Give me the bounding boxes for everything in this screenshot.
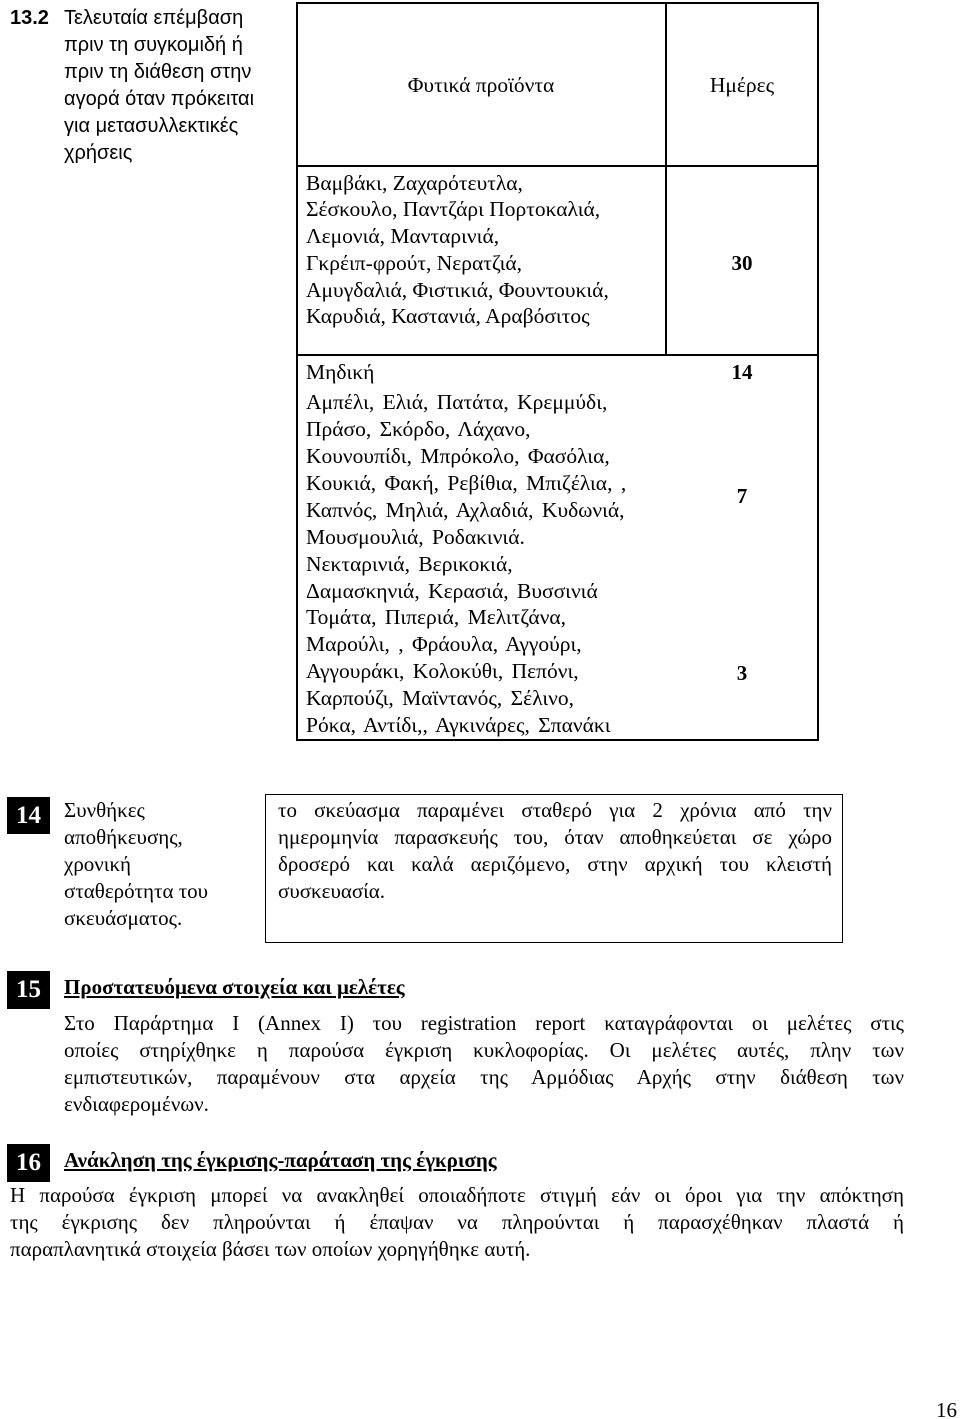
table-row-days: 7 [736, 483, 748, 508]
paragraph-line: εμπιστευτικών, παραμένουν στα αρχεία της Αρμόδιας Αρχής στην διάθεση των [64, 1065, 904, 1090]
table-column-divider [665, 2, 667, 356]
section-15-heading: Προστατευόμενα στοιχεία και μελέτες [64, 974, 405, 999]
label-line: αγορά όταν πρόκειται [64, 88, 255, 110]
section-badge-15: 15 [7, 971, 50, 1009]
label-line: πριν τη συγκομιδή ή [64, 34, 243, 56]
paragraph-line: παραπλανητικά στοιχεία βάσει των οποίων χορηγήθηκε αυτή. [10, 1236, 531, 1261]
product-line: Αμυγδαλιά, Φιστικιά, Φουντουκιά, [306, 277, 609, 302]
section-14-text [278, 797, 832, 905]
product-line: Λεμονιά, Μανταρινιά, [306, 224, 500, 249]
paragraph-line: Στο Παράρτημα Ι (Annex I) του registration report καταγράφονται οι μελέτες στις [64, 1010, 904, 1035]
paragraph-line: Η παρούσα έγκριση μπορεί να ανακληθεί οποιαδήποτε στιγμή εάν οι όροι για την απόκτηση [10, 1182, 904, 1207]
table-border-bottom [296, 739, 819, 741]
paragraph-line: ενδιαφερομένων. [64, 1092, 209, 1117]
product-line: Αγγουράκι, Κολοκύθι, Πεπόνι, [306, 658, 579, 683]
table-row-products [306, 389, 626, 605]
label-line: Τελευταία επέμβαση [64, 7, 244, 29]
section-badge-14: 14 [7, 797, 50, 834]
table-header-products: Φυτικά προϊόντα [407, 72, 555, 97]
product-line: Μουσμουλιά, Ροδακινιά. [306, 524, 525, 549]
section-badge-16: 16 [7, 1144, 50, 1182]
product-line: Μηδική [306, 359, 375, 384]
section-16-heading: Ανάκληση της έγκρισης-παράταση της έγκρισης [64, 1147, 497, 1172]
paragraph-line: της έγκρισης δεν πληρούνται ή έπαψαν να πληρούνται ή παρασχέθηκαν πλαστά ή [10, 1209, 904, 1234]
label-line: Συνθήκες [64, 797, 145, 822]
label-line: σταθερότητα του [64, 878, 209, 903]
product-line: Καπνός, Μηλιά, Αχλαδιά, Κυδωνιά, [306, 497, 625, 522]
product-line: Βαμβάκι, Ζαχαρότευτλα, [306, 170, 523, 195]
product-line: Δαμασκηνιά, Κερασιά, Βυσσινιά [306, 578, 598, 603]
product-line: Καρυδιά, Καστανιά, Αραβόσιτος [306, 304, 590, 329]
section-13-2-label [64, 5, 254, 167]
label-line: σκευάσματος. [64, 905, 183, 930]
product-line: Σέσκουλο, Παντζάρι Πορτοκαλιά, [306, 197, 601, 222]
table-header-divider [296, 165, 819, 167]
section-14-label [64, 797, 208, 932]
label-line: για μετασυλλεκτικές [64, 115, 239, 137]
text-line: ημερομηνία παρασκευής του, όταν αποθηκεύεται σε χώρο [278, 824, 832, 849]
product-line: Αμπέλι, Ελιά, Πατάτα, Κρεμμύδι, [306, 389, 608, 414]
table-row-days: 3 [736, 660, 748, 685]
text-line: συσκευασία. [278, 878, 386, 903]
table-border-left [296, 2, 298, 741]
product-line: Πράσο, Σκόρδο, Λάχανο, [306, 416, 531, 441]
product-line: Καρπούζι, Μαϊντανός, Σέλινο, [306, 685, 574, 710]
paragraph-line: οποίες στηρίχθηκε η παρούσα έγκριση κυκλοφορίας. Οι μελέτες αυτές, πλην των [64, 1037, 904, 1062]
label-line: χρήσεις [64, 142, 133, 164]
table-row-days: 30 [731, 250, 753, 275]
product-line: Τομάτα, Πιπεριά, Μελιτζάνα, [306, 604, 567, 629]
label-line: χρονική [64, 851, 132, 876]
product-line: Κουνουπίδι, Μπρόκολο, Φασόλια, [306, 443, 610, 468]
table-row-products [306, 170, 609, 331]
table-row-divider [296, 354, 819, 356]
table-row-days: 14 [731, 359, 753, 384]
section-15-paragraph [64, 1010, 904, 1119]
text-line: το σκεύασμα παραμένει σταθερό για 2 χρόνια από την [278, 797, 832, 822]
section-16-paragraph [10, 1182, 904, 1263]
label-line: πριν τη διάθεση στην [64, 61, 252, 83]
label-line: αποθήκευσης, [64, 824, 183, 849]
table-row-products [306, 359, 374, 386]
table-border-top [296, 2, 819, 4]
section-number-13-2: 13.2 [10, 7, 49, 29]
product-line: Ρόκα, Αντίδι,, Αγκινάρες, Σπανάκι [306, 712, 611, 737]
text-line: δροσερό και καλά αεριζόμενο, στην αρχική του κλειστή [278, 851, 832, 876]
product-line: Κουκιά, Φακή, Ρεβίθια, Μπιζέλια, , [306, 470, 627, 495]
product-line: Νεκταρινιά, Βερικοκιά, [306, 551, 513, 576]
table-row-products [306, 604, 611, 739]
table-header-days: Ημέρες [709, 72, 775, 97]
page-number: 16 [936, 1397, 957, 1419]
product-line: Γκρέιπ-φρούτ, Νερατζιά, [306, 250, 522, 275]
product-line: Μαρούλι, , Φράουλα, Αγγούρι, [306, 631, 582, 656]
